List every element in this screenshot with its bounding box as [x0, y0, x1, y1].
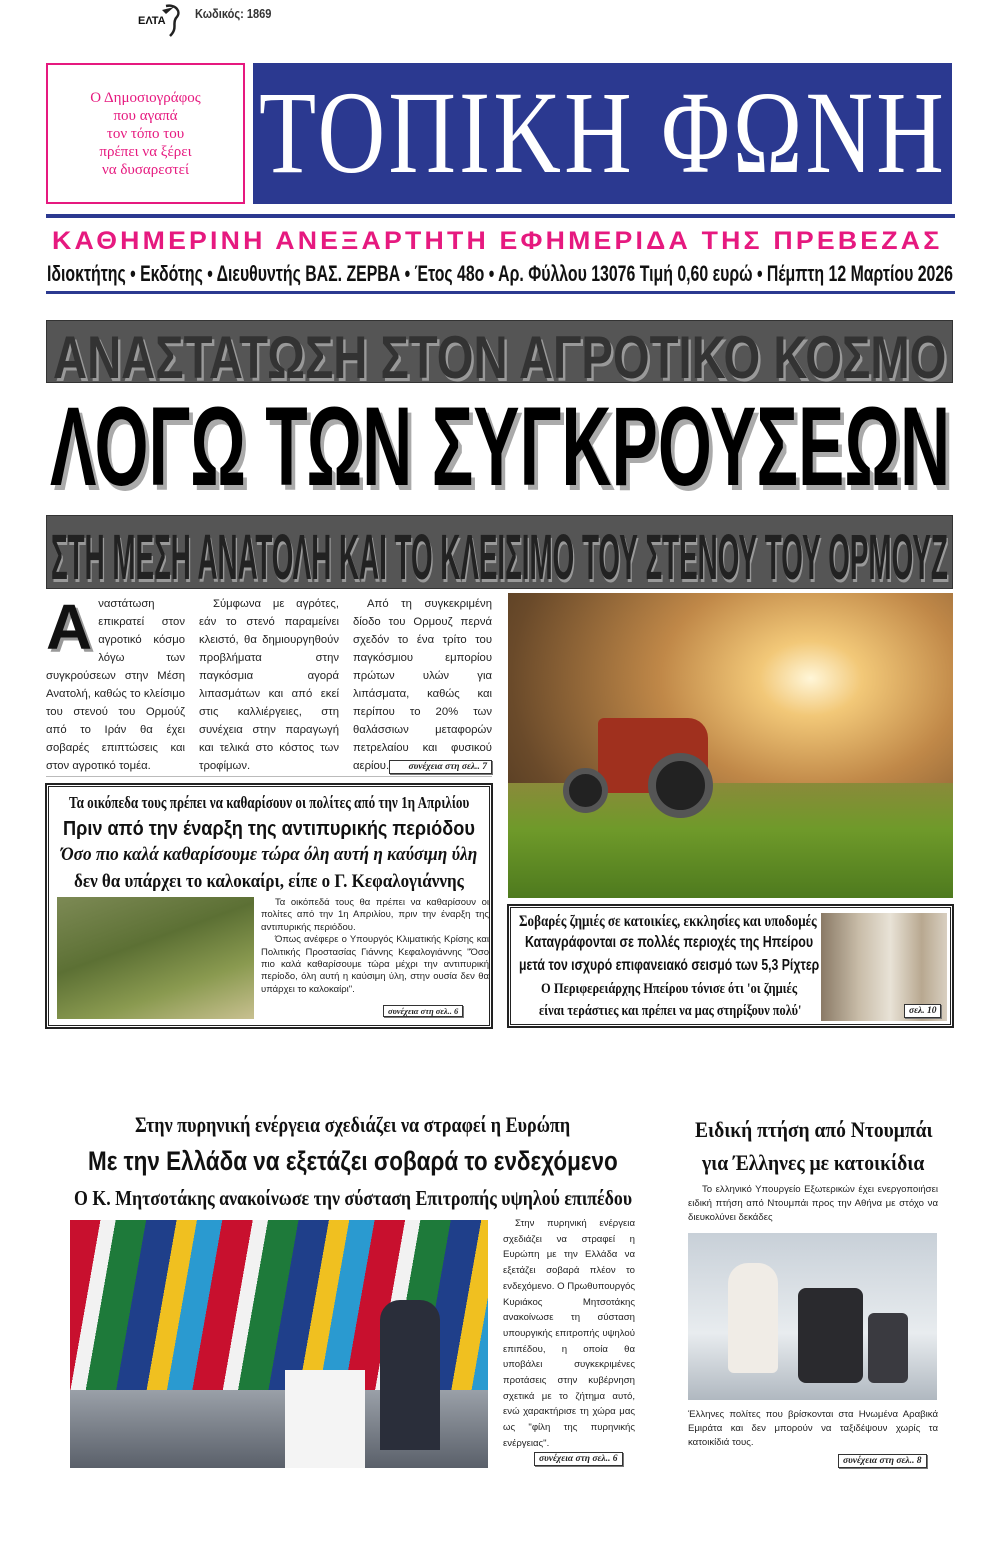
- tractor-photo: [508, 593, 953, 898]
- masthead: [253, 63, 952, 204]
- fire-headline: Πριν από την έναρξη της αντιπυρικής περιόδου: [63, 818, 475, 840]
- lead-column-2: Σύμφωνα με αγρότες, εάν το στενό παραμείνει κλειστό, θα δημιουργηθούν προβλήματα στην παγκόσμια αγορά λιπασμάτων και από εκεί στις καλλιέργειες, στη συνέχεια στην παραγωγή και τελικά στο κόστος των τροφίμων.: [199, 598, 339, 772]
- continued-link[interactable]: συνέχεια στη σελ.. 6: [534, 1452, 623, 1466]
- dubai-body: Το ελληνικό Υπουργείο Εξωτερικών έχει ενεργοποιήσει ειδική πτήση από Ντουμπάι προς την Αθήνα με στόχο να διευκολύνει δεκάδες: [688, 1184, 938, 1223]
- lead-column-1: Αναστάτωση επικρατεί στον αγροτικό κόσμο λόγω των συγκρούσεων στην Μέση Ανατολή, καθώς το κλείσιμο του στενού του Ορμούζ από το Ιράν θα έχει σοβαρές επιπτώσεις και στον αγροτικό τομέα.: [46, 591, 185, 772]
- motto-line: Ο Δημοσιογράφος: [90, 89, 201, 106]
- elta-logo: ΕΛΤΑ: [136, 4, 186, 38]
- nuclear-subheadline: Ο Κ. Μητσοτάκης ανακοίνωσε την σύσταση Επιτροπής υψηλού επιπέδου: [74, 1186, 633, 1210]
- fire-body: Τα οικόπεδά τους θα πρέπει να καθαρίσουν οι πολίτες από την 1η Απριλίου, πριν την έναρξη της αντιπυρικής περιόδου. Όπως ανέφερε ο Υπουργός Κλιματικής Κρίσης και Πολιτικής Προστασίας Γιάννης Κεφαλογιάννης "Όσο πιο καλά καθαρίσουμε τώρα μέχρι την αντιπυρική περίοδο, όλη αυτή η καύσιμη ύλη, στην ουσία δεν θα υπάρχει το καλοκαίρι".: [261, 897, 489, 995]
- lead-column-3: Από τη συγκεκριμένη δίοδο του Ορμουζ περνά σχεδόν το ένα τρίτο του παγκόσμιου εμπορίου πρώτων υλών για λιπάσματα, καθώς και περίπου το 20% των θαλάσσιων μεταφορών πετρελαίου και φυσικού αερίου. συνέχεια στη σελ.. 7: [353, 598, 492, 772]
- fire-quote: δεν θα υπάρχει το καλοκαίρι, είπε ο Γ. Κεφαλογιάννης: [74, 871, 464, 892]
- quake-headline: μετά τον ισχυρό επιφανειακό σεισμό των 5,3 Ρίχτερ: [519, 957, 820, 974]
- lead-headline-2: ΛΟΓΩ ΤΩΝ ΣΥΓΚΡΟΥΣΕΩΝ: [50, 384, 951, 509]
- quake-quote: Ο Περιφερειάρχης Ηπείρου τόνισε ότι 'οι ζημιές: [541, 981, 798, 997]
- divider: [46, 776, 492, 777]
- headline-band: [46, 515, 953, 593]
- nuclear-body: Στην πυρηνική ενέργεια σχεδιάζει να στραφεί η Ευρώπη με την Ελλάδα να εξετάζει σοβαρά πλέον το ενδεχόμενο. Ο Πρωθυπουργός Κυριάκος Μητσοτάκης ανακοίνωσε τη σύσταση υπουργικής επιτροπής υψηλού επιπέδου, η οποία θα υποβάλει συγκεκριμένες προτάσεις στην κυβέρνηση σχετικά με το ζήτημα αυτό, ενώ χαρακτήρισε τη χώρα μας ως "φίλη της πυρηνικής ενέργειας".: [503, 1218, 635, 1449]
- motto-line: να δυσαρεστεί: [101, 161, 190, 178]
- quake-kicker: Σοβαρές ζημιές σε κατοικίες, εκκλησίες και υποδομές: [519, 913, 817, 930]
- issue-info: Ιδιοκτήτης • Εκδότης • Διευθυντής ΒΑΣ. ΖΕΡΒΑ • Έτος 48ο • Αρ. Φύλλου 13076 Τιμή 0,60 ευρώ • Πέμπτη 12 Μαρτίου 2026: [47, 261, 953, 286]
- postal-code: Κωδικός: 1869: [195, 6, 272, 21]
- fire-story-box: [46, 784, 492, 1028]
- subtitle: ΚΑΘΗΜΕΡΙΝΗ ΑΝΕΞΑΡΤΗΤΗ ΕΦΗΜΕΡΙΔΑ ΤΗΣ ΠΡΕΒΕΖΑΣ: [52, 227, 943, 255]
- fire-kicker: Τα οικόπεδα τους πρέπει να καθαρίσουν οι πολίτες από την 1η Απριλίου: [69, 793, 470, 812]
- quake-story-box: [508, 905, 953, 1027]
- continued-link[interactable]: συνέχεια στη σελ.. 8: [838, 1454, 927, 1468]
- nuclear-kicker: Στην πυρηνική ενέργεια σχεδιάζει να στραφεί η Ευρώπη: [135, 1112, 571, 1137]
- headline-band: [46, 320, 953, 391]
- nuclear-headline: Με την Ελλάδα να εξετάζει σοβαρά το ενδεχόμενο: [88, 1146, 618, 1176]
- motto-box: [46, 63, 245, 204]
- lead-headline-3: ΣΤΗ ΜΕΣΗ ΑΝΑΤΟΛΗ ΚΑΙ ΤΟ ΚΛΕΙΣΙΜΟ ΤΟΥ ΣΤΕΝΟΥ ΤΟΥ ΟΡΜΟΥΖ: [51, 521, 948, 593]
- divider: [46, 291, 955, 294]
- quake-quote: είναι τεράστιες και πρέπει να μας στηρίξουν πολύ': [539, 1003, 802, 1019]
- grass-trimmer-photo: [57, 897, 254, 1019]
- masthead-title: ΤΟΠΙΚΗ ΦΩΝΗ: [259, 67, 947, 198]
- lead-headline-1: ΑΝΑΣΤΑΤΩΣΗ ΣΤΟΝ ΑΓΡΟΤΙΚΟ ΚΟΣΜΟ: [53, 324, 947, 391]
- fire-quote: Όσο πιο καλά καθαρίσουμε τώρα όλη αυτή η καύσιμη ύλη: [61, 844, 478, 865]
- continued-link[interactable]: σελ. 10: [904, 1004, 941, 1018]
- motto-line: τον τόπο του: [106, 125, 185, 142]
- quake-headline: Καταγράφονται σε πολλές περιοχές της Ηπείρου: [525, 934, 814, 951]
- mitsotakis-flags-photo: [70, 1220, 488, 1468]
- continued-link[interactable]: συνέχεια στη σελ.. 6: [383, 1005, 463, 1017]
- motto-line: που αγαπά: [113, 107, 178, 124]
- dubai-caption: Έλληνες πολίτες που βρίσκονται στα Ηνωμένα Αραβικά Εμιράτα και δεν μπορούν να ταξιδέψουν χωρίς τα κατοικίδιά τους.: [688, 1409, 938, 1448]
- dubai-headline: για Έλληνες με κατοικίδια: [702, 1150, 925, 1175]
- dubai-headline: Ειδική πτήση από Ντουμπάι: [695, 1117, 933, 1142]
- motto-line: πρέπει να ξέρει: [99, 143, 192, 160]
- drop-cap: Α: [46, 591, 93, 663]
- dog-luggage-photo: [688, 1233, 937, 1400]
- continued-link[interactable]: συνέχεια στη σελ.. 7: [389, 760, 492, 774]
- divider: [46, 214, 955, 218]
